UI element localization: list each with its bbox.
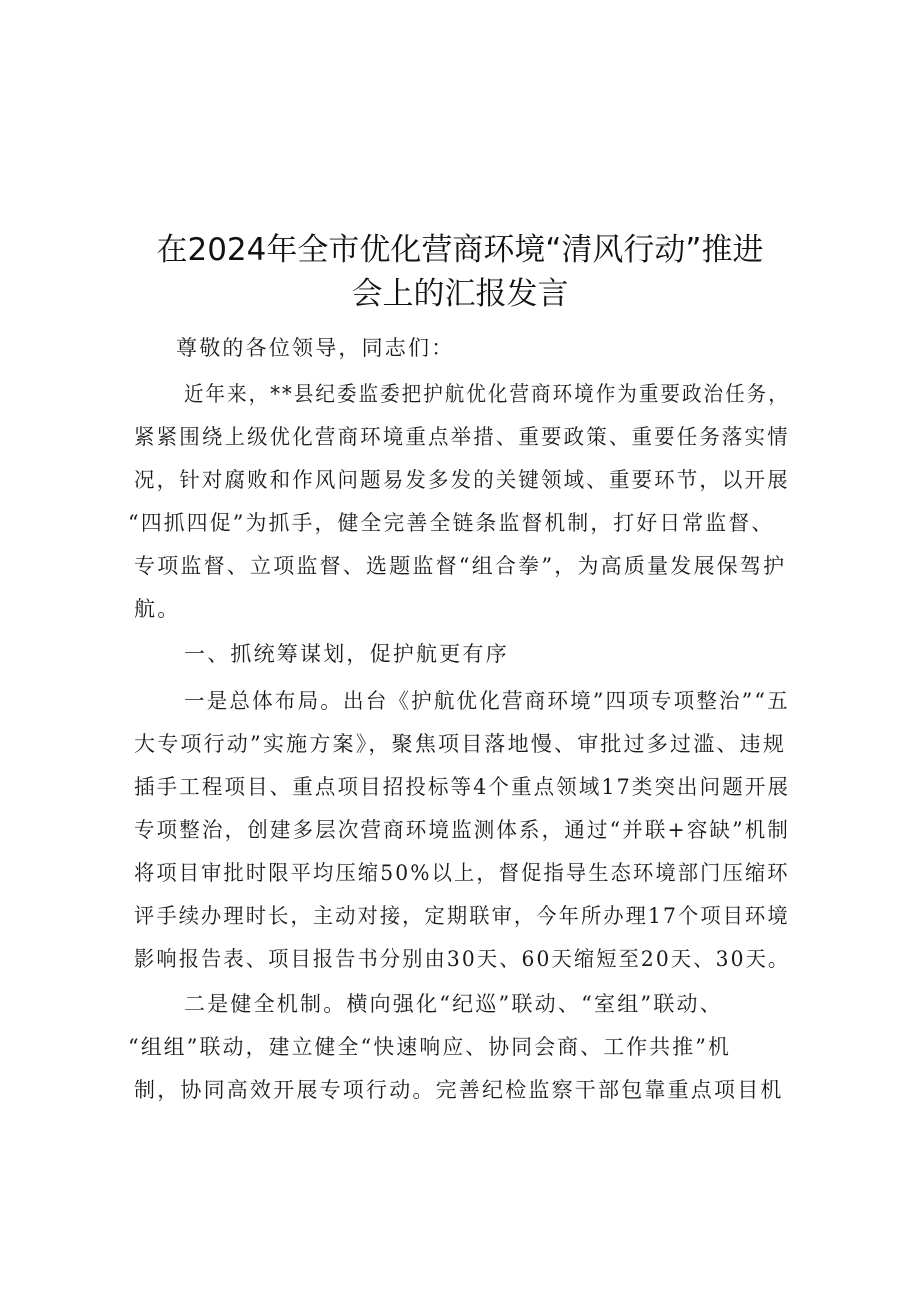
item-paragraph-1	[134, 680, 790, 981]
paragraph-line: 况，针对腐败和作风问题易发多发的关键领域、重要环节，以开展	[134, 468, 790, 492]
salutation	[134, 327, 790, 370]
paragraph-line: 近年来，**县纪委监委把护航优化营商环境作为重要政治任务，	[184, 382, 790, 406]
section-heading-text: 一、抓统筹谋划，促护航更有序	[184, 642, 509, 666]
paragraph-line: 专项整治，创建多层次营商环境监测体系，通过“并联+容缺”机制	[134, 818, 791, 842]
paragraph-line: 影响报告表、项目报告书分别由30天、60天缩短至20天、30天。	[134, 947, 791, 971]
paragraph-line: 大专项行动”实施方案》，聚焦项目落地慢、审批过多过滥、违规	[134, 732, 787, 756]
paragraph-line: 将项目审批时限平均压缩50%以上，督促指导生态环境部门压缩环	[134, 861, 790, 885]
item-paragraph-2	[128, 983, 790, 1112]
paragraph-line: “四抓四促”为抓手，健全完善全链条监督机制，打好日常监督、	[128, 511, 775, 535]
paragraph-line: 航。	[134, 597, 181, 621]
paragraph-line: 一是总体布局。出台《护航优化营商环境”四项专项整治”“五	[184, 689, 790, 713]
document-title-line-2: 会上的汇报发言	[351, 276, 569, 312]
paragraph-line: 插手工程项目、重点项目招投标等4个重点领域17类突出问题开展	[134, 775, 791, 799]
paragraph-line: “组组”联动，建立健全“快速响应、协同会商、工作共推”机	[128, 1035, 732, 1059]
section-heading-1	[134, 633, 790, 676]
paragraph-line: 制，协同高效开展专项行动。完善纪检监察干部包靠重点项目机	[134, 1078, 784, 1102]
paragraph-line: 紧紧围绕上级优化营商环境重点举措、重要政策、重要任务落实情	[134, 425, 790, 449]
paragraph-line: 专项监督、立项监督、选题监督“组合拳”，为高质量发展保驾护	[134, 554, 787, 578]
document-title-line-1: 在2024年全市优化营商环境“清风行动”推进	[156, 232, 764, 268]
paragraph-line: 二是健全机制。横向强化“纪巡”联动、“室组”联动、	[184, 992, 723, 1016]
intro-paragraph	[128, 373, 790, 631]
salutation-text: 尊敬的各位领导，同志们：	[176, 336, 455, 360]
paragraph-line: 评手续办理时长，主动对接，定期联审，今年所办理17个项目环境	[134, 904, 790, 928]
